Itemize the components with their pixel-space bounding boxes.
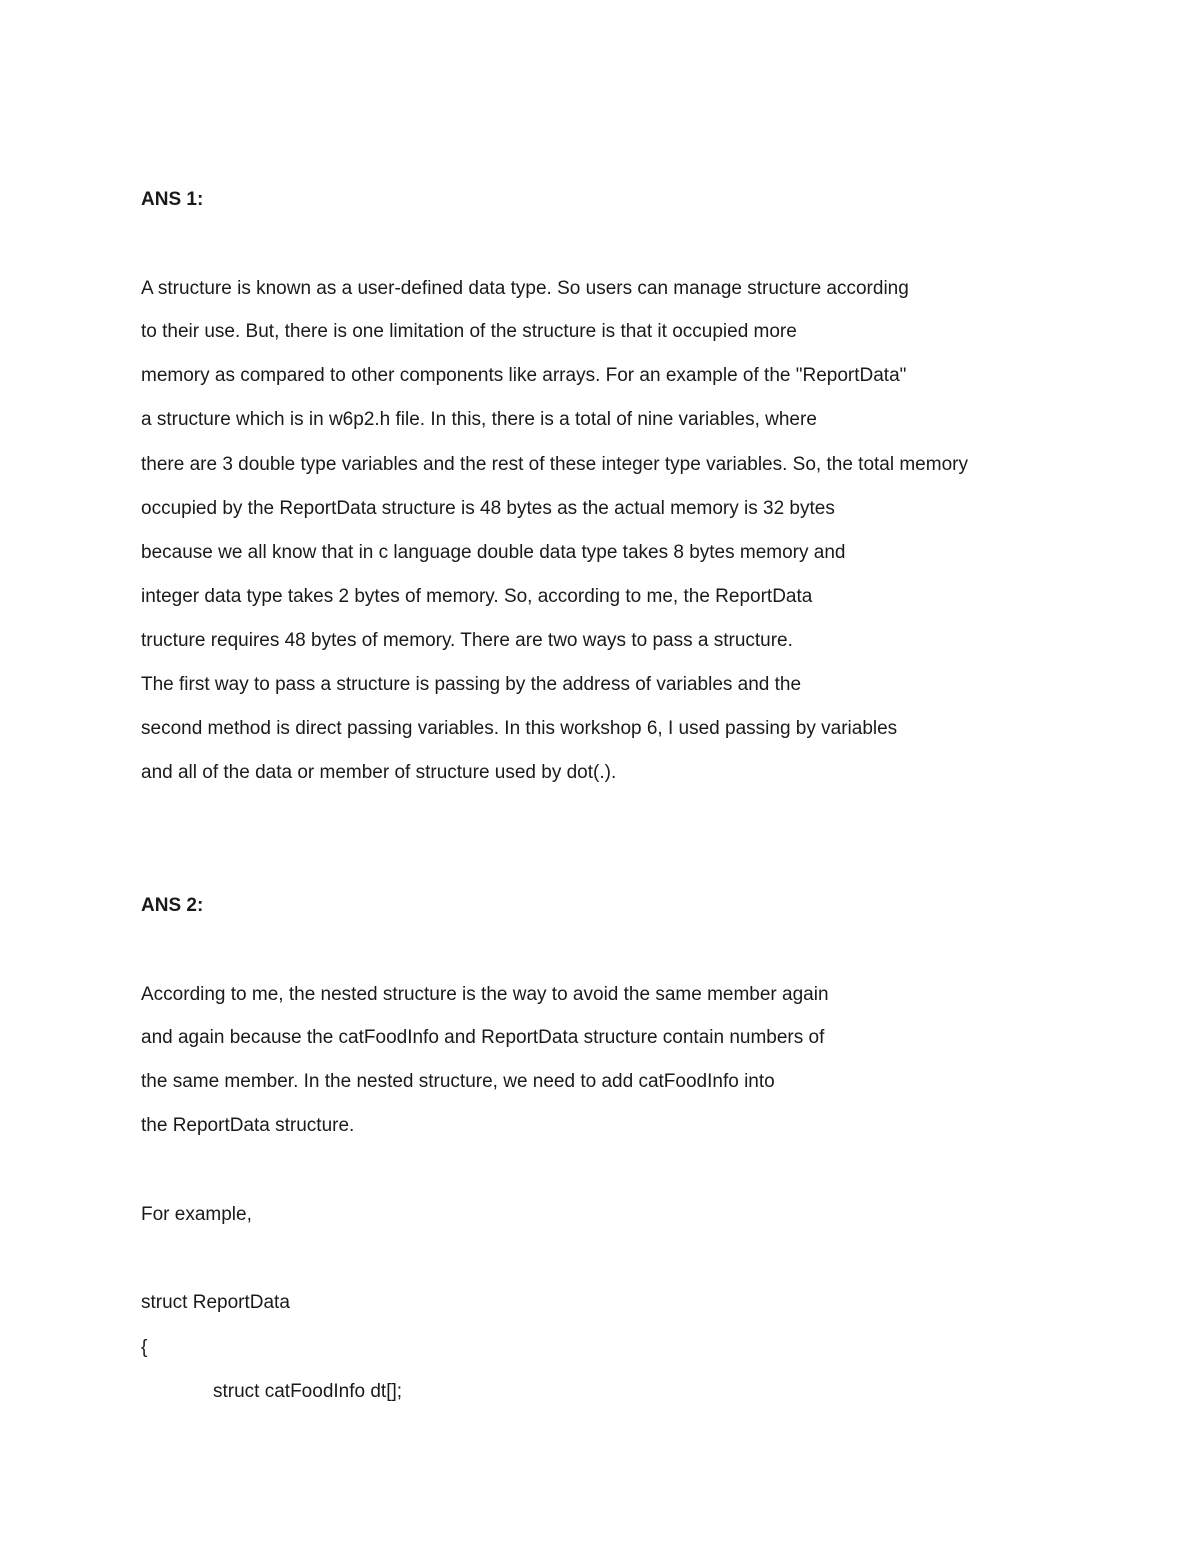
- ans1-line-10: The first way to pass a structure is passing by the address of variables and the: [141, 674, 802, 695]
- ans1-line-7: because we all know that in c language double data type takes 8 bytes memory and: [141, 542, 846, 563]
- ans2-line-3: the same member. In the nested structure, we need to add catFoodInfo into: [141, 1071, 775, 1092]
- code-line-open-brace: {: [141, 1337, 148, 1358]
- ans1-heading: ANS 1:: [141, 189, 204, 210]
- ans1-line-1: A structure is known as a user-defined data type. So users can manage structure according: [141, 278, 909, 299]
- ans1-line-11: second method is direct passing variables. In this workshop 6, I used passing by variables: [141, 718, 898, 739]
- ans1-line-5: there are 3 double type variables and the rest of these integer type variables. So, the total memory: [141, 454, 968, 475]
- ans1-line-2: to their use. But, there is one limitation of the structure is that it occupied more: [141, 321, 797, 342]
- ans2-line-1: According to me, the nested structure is the way to avoid the same member again: [141, 984, 829, 1005]
- ans1-line-9: tructure requires 48 bytes of memory. There are two ways to pass a structure.: [141, 630, 793, 651]
- code-line-member: struct catFoodInfo dt[];: [213, 1381, 403, 1402]
- ans1-line-4: a structure which is in w6p2.h file. In this, there is a total of nine variables, where: [141, 409, 817, 430]
- code-line-struct-declaration: struct ReportData: [141, 1292, 290, 1313]
- ans2-line-2: and again because the catFoodInfo and ReportData structure contain numbers of: [141, 1027, 825, 1048]
- ans2-line-4: the ReportData structure.: [141, 1115, 355, 1136]
- example-intro: For example,: [141, 1204, 252, 1225]
- ans2-heading: ANS 2:: [141, 895, 204, 916]
- ans1-line-3: memory as compared to other components like arrays. For an example of the "ReportData": [141, 365, 907, 386]
- ans1-line-8: integer data type takes 2 bytes of memory. So, according to me, the ReportData: [141, 586, 813, 607]
- ans1-line-6: occupied by the ReportData structure is 48 bytes as the actual memory is 32 bytes: [141, 498, 835, 519]
- ans1-line-12: and all of the data or member of structure used by dot(.).: [141, 762, 617, 783]
